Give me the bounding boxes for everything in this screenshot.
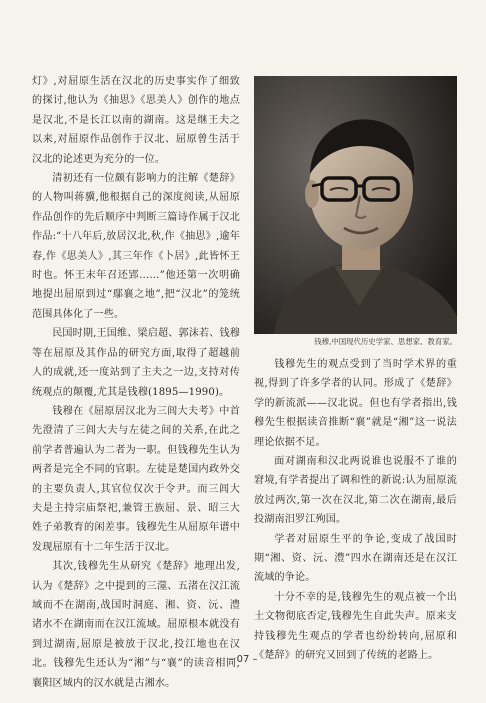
left-column [32, 72, 240, 693]
paragraph-refuted: 十分不幸的是,钱穆先生的观点被一个出土文物彻底否定,钱穆先生自此失声。原来支持钱穆先生观点的学者也纷纷转向,屈原和《楚辞》的研究又回到了传统的老路上。 [254, 591, 457, 662]
photo-caption: 钱穆,中国现代历史学家、思想家、教育家。 [314, 337, 457, 346]
paragraph-four-rivers-debate: 学者对屈原生平的争论,变成了战国时期“湘、资、沅、澧”四水在湖南还是在汉江流域的争论。 [254, 533, 457, 584]
paragraph-jiang-ji: 清初还有一位颇有影响力的注解《楚辞》的人物叫蒋骥,他根据自己的深度阅读,从屈原作品创作的先后顺序中判断三篇诗作属于汉北作品:“十八年后,放居汉北,秋,作《抽思》,逾年春,作《思美人》,其三年作《卜居》,此皆怀王时也。怀王末年召还郢……”他还第一次明确地提出屈原到过“鄢襄之地”,把“汉北”的笼统范围具体化了一些。 [32, 173, 240, 320]
right-column [254, 355, 457, 666]
paragraph-reception: 钱穆先生的观点受到了当时学术界的重视,得到了许多学者的认同。形成了《楚辞》学的新流派——汉北说。但也有学者指出,钱穆先生根据读音推断“襄”就是“湘”这一说法理论依据不足。 [254, 359, 457, 448]
paragraph-compromise-theory: 面对湖南和汉北两说谁也说服不了谁的窘境,有学者提出了调和性的新说:认为屈原流放过两次,第一次在汉北,第二次在湖南,最后投湖南汨罗江殉国。 [254, 456, 457, 526]
portrait-illustration [254, 76, 457, 334]
paragraph-qian-mu-geography: 其次,钱穆先生从研究《楚辞》地理出发,认为《楚辞》之中提到的三澨、五渚在汉江流域而不在湖南,战国时洞庭、湘、资、沅、澧诸水不在湖南而在汉江流域。屈原根本就没有到过湖南,屈原是被放于汉北,投江地也在汉北。钱穆先生还认为“湘”与“襄”的读音相同,襄阳区域内的汉水就是古湘水。 [32, 561, 240, 689]
paragraph-hanbei-discussion: 灯》,对屈原生活在汉北的历史事实作了细致的探讨,他认为《抽思》《思美人》创作的地点是汉北,不是长江以南的湖南。这是继王夫之以来,对屈原作品创作于汉北、屈原曾生活于汉北的论述更为充分的一位。 [32, 76, 240, 165]
portrait-photo [254, 76, 457, 334]
paragraph-qian-mu-sanlv: 钱穆在《屈原居汉北为三闾大夫考》中首先澄清了三闾大夫与左徒之间的关系,在此之前学者普遍认为二者为一职。但钱穆先生认为两者是完全不同的官职。左徒是楚国内政外交的主要负责人,其官位仅次于令尹。而三闾大夫是主持宗庙祭祀,兼管王族屈、景、昭三大姓子弟教育的闲差事。钱穆先生从屈原年谱中发现屈原有十二年生活于汉北。 [32, 405, 240, 553]
page-number: – 07 – [228, 654, 258, 665]
paragraph-republican-era: 民国时期,王国维、梁启超、郭沫若、钱穆等在屈原及其作品的研究方面,取得了超越前人的成就,还一度站到了主夫之一边,支持对传统观点的颠覆,尤其是钱穆(1895—1990)。 [32, 328, 240, 398]
